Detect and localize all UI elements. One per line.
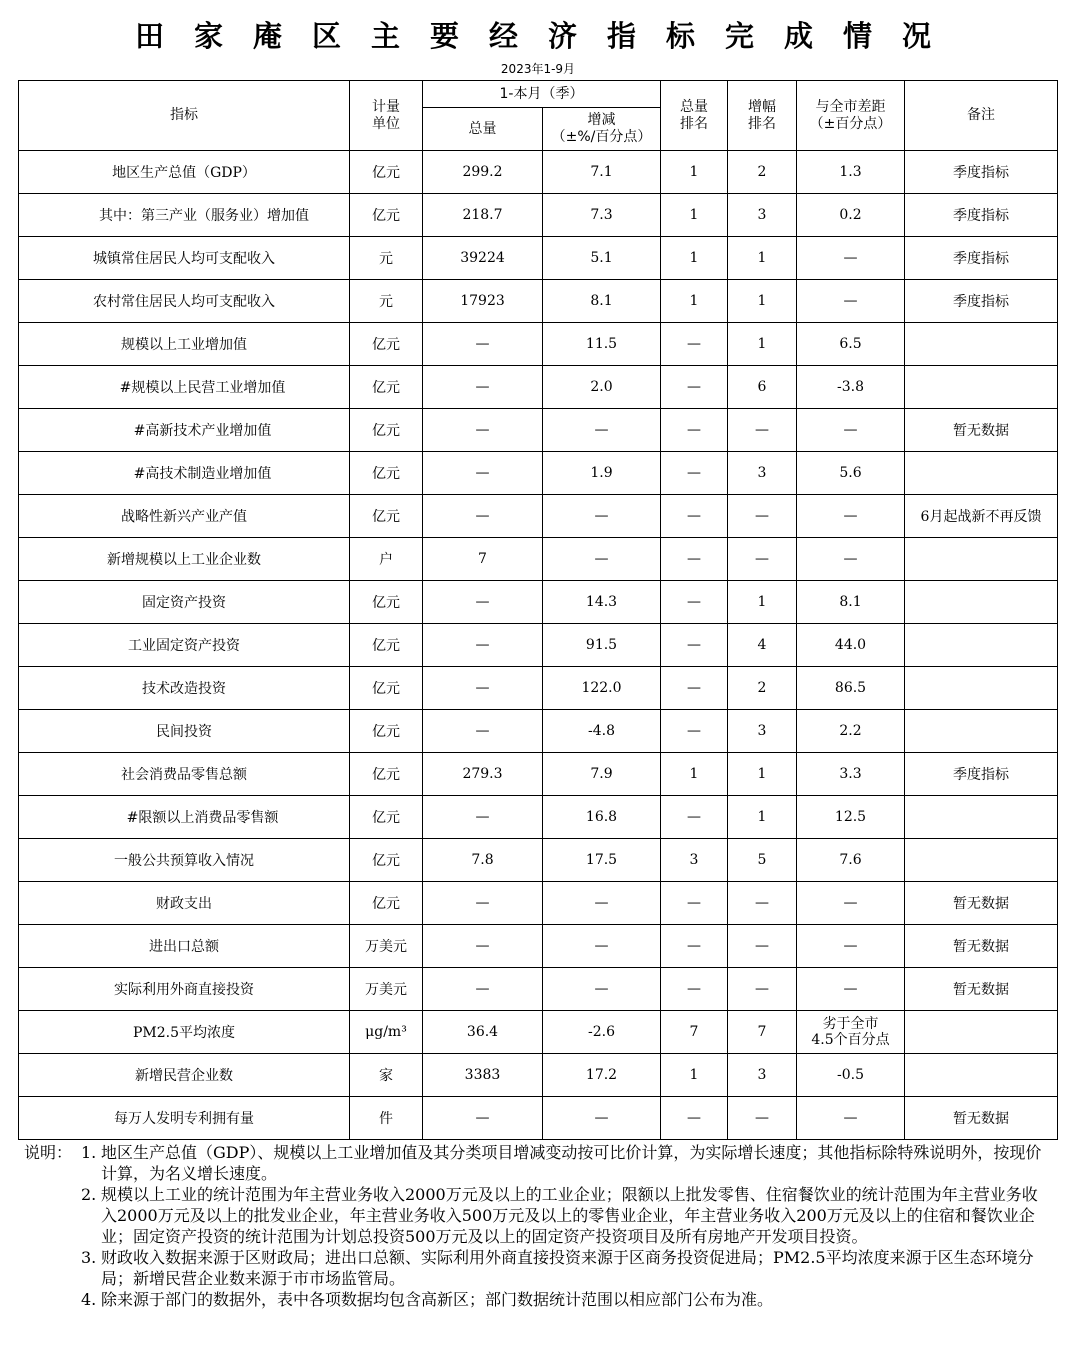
total-cell: — [423,1097,543,1140]
total-cell: — [423,796,543,839]
remark-cell: 季度指标 [905,194,1058,237]
indicator-name-cell: 新增规模以上工业企业数 [19,538,350,581]
gap-cell: 86.5 [797,667,905,710]
gap-cell: 0.2 [797,194,905,237]
indicator-name-cell: 工业固定资产投资 [19,624,350,667]
total-cell: — [423,710,543,753]
indicator-name-cell: 进出口总额 [19,925,350,968]
total-cell: — [423,968,543,1011]
gap-cell: 3.3 [797,753,905,796]
growth-rank-cell: — [728,925,797,968]
total-cell: 218.7 [423,194,543,237]
indicator-name-cell: 地区生产总值（GDP） [19,151,350,194]
total-rank-cell: — [661,710,728,753]
indicator-name-cell: 每万人发明专利拥有量 [19,1097,350,1140]
total-rank-cell: — [661,925,728,968]
remark-cell [905,667,1058,710]
growth-rank-cell: 1 [728,753,797,796]
indicator-name-cell: 规模以上工业增加值 [19,323,350,366]
total-cell: — [423,366,543,409]
gap-cell: — [797,237,905,280]
indicator-name-cell: 一般公共预算收入情况 [19,839,350,882]
unit-cell: 亿元 [350,667,423,710]
gap-cell: — [797,968,905,1011]
change-cell: 122.0 [543,667,661,710]
growth-rank-cell: 1 [728,323,797,366]
remark-cell [905,839,1058,882]
table-row [19,323,1058,366]
remark-cell: 暂无数据 [905,1097,1058,1140]
table-row [19,968,1058,1011]
unit-cell: 万美元 [350,925,423,968]
unit-cell: μg/m³ [350,1011,423,1054]
indicator-name-cell: 实际利用外商直接投资 [19,968,350,1011]
gap-cell: 5.6 [797,452,905,495]
total-rank-cell: 1 [661,753,728,796]
indicator-table [18,80,1058,1140]
unit-cell: 元 [350,280,423,323]
total-cell: — [423,409,543,452]
growth-rank-cell: 6 [728,366,797,409]
growth-rank-cell: 3 [728,710,797,753]
unit-cell: 亿元 [350,495,423,538]
total-cell: 39224 [423,237,543,280]
total-rank-cell: — [661,882,728,925]
remark-cell: 暂无数据 [905,968,1058,1011]
growth-rank-cell: 4 [728,624,797,667]
indicator-name-cell: 社会消费品零售总额 [19,753,350,796]
gap-cell: 44.0 [797,624,905,667]
note-prefix: 说明： [24,1143,73,1162]
notes-section [24,1142,1044,1310]
growth-rank-cell: 1 [728,581,797,624]
growth-rank-cell: 7 [728,1011,797,1054]
remark-cell: 季度指标 [905,280,1058,323]
growth-rank-cell: — [728,882,797,925]
change-cell: — [543,968,661,1011]
note-item [24,1142,1044,1184]
total-cell: — [423,882,543,925]
change-cell: -4.8 [543,710,661,753]
change-cell: — [543,495,661,538]
remark-cell: 季度指标 [905,237,1058,280]
table-row [19,624,1058,667]
total-rank-cell: 1 [661,1054,728,1097]
unit-cell: 亿元 [350,796,423,839]
change-cell: 7.9 [543,753,661,796]
table-row [19,194,1058,237]
gap-cell: 1.3 [797,151,905,194]
change-cell: — [543,538,661,581]
header-total-rank: 总量 排名 [661,81,728,151]
remark-cell [905,1011,1058,1054]
total-rank-cell: — [661,366,728,409]
total-cell: — [423,624,543,667]
note-prefix [24,1184,81,1247]
table-row [19,667,1058,710]
table-row [19,1011,1058,1054]
gap-cell: 6.5 [797,323,905,366]
indicator-name-cell: #高新技术产业增加值 [19,409,350,452]
change-cell: 2.0 [543,366,661,409]
note-text: 规模以上工业的统计范围为年主营业务收入2000万元及以上的工业企业；限额以上批发零售、住宿餐饮业的统计范围为年主营业务收入2000万元及以上的批发业企业，年主营业务收入500万元及以上的零售业企业，年主营业务收入200万元及以上的住宿和餐饮业企业；固定资产投资的统计范围为计划总投资500万元及以上的固定资产投资项目及所有房地产开发项目投资。 [101,1185,1038,1246]
indicator-name-cell: 财政支出 [19,882,350,925]
gap-cell: 劣于全市 4.5个百分点 [797,1011,905,1054]
total-cell: — [423,581,543,624]
total-cell: 279.3 [423,753,543,796]
table-row [19,1054,1058,1097]
growth-rank-cell: — [728,538,797,581]
total-rank-cell: — [661,968,728,1011]
header-total: 总量 [423,108,543,151]
indicator-name-cell: #规模以上民营工业增加值 [19,366,350,409]
header-remark: 备注 [905,81,1058,151]
page-title: 田家庵区主要经济指标完成情况 [134,19,961,53]
note-text: 除来源于部门的数据外，表中各项数据均包含高新区；部门数据统计范围以相应部门公布为准。 [101,1290,774,1309]
growth-rank-cell: — [728,409,797,452]
table-row [19,753,1058,796]
table-row [19,710,1058,753]
total-rank-cell: — [661,581,728,624]
table-row [19,796,1058,839]
remark-cell [905,581,1058,624]
table-row [19,366,1058,409]
header-growth-rank: 增幅 排名 [728,81,797,151]
remark-cell [905,710,1058,753]
header-cumulative: 1-本月（季） [423,81,661,108]
remark-cell: 季度指标 [905,753,1058,796]
remark-cell [905,452,1058,495]
total-cell: — [423,925,543,968]
indicator-name-cell: 技术改造投资 [19,667,350,710]
change-cell: — [543,1097,661,1140]
gap-cell: — [797,538,905,581]
indicator-name-cell: #限额以上消费品零售额 [19,796,350,839]
total-rank-cell: — [661,796,728,839]
table-row [19,452,1058,495]
total-cell: — [423,323,543,366]
indicator-name-cell: 民间投资 [19,710,350,753]
remark-cell [905,624,1058,667]
growth-rank-cell: 3 [728,1054,797,1097]
remark-cell [905,538,1058,581]
table-row [19,839,1058,882]
table-row [19,538,1058,581]
gap-cell: — [797,882,905,925]
total-rank-cell: — [661,667,728,710]
indicator-name-cell: 其中：第三产业（服务业）增加值 [19,194,350,237]
total-rank-cell: — [661,624,728,667]
unit-cell: 亿元 [350,409,423,452]
table-row [19,882,1058,925]
change-cell: 16.8 [543,796,661,839]
gap-cell: 7.6 [797,839,905,882]
total-cell: — [423,667,543,710]
indicator-name-cell: 城镇常住居民人均可支配收入 [19,237,350,280]
unit-cell: 亿元 [350,839,423,882]
table-row [19,237,1058,280]
gap-cell: — [797,280,905,323]
change-cell: 7.1 [543,151,661,194]
table-row [19,151,1058,194]
total-cell: 7 [423,538,543,581]
note-prefix [24,1247,81,1289]
header-gap-city: 与全市差距 （±百分点） [797,81,905,151]
remark-cell: 暂无数据 [905,925,1058,968]
total-cell: 17923 [423,280,543,323]
change-cell: 17.5 [543,839,661,882]
gap-cell: 12.5 [797,796,905,839]
unit-cell: 亿元 [350,624,423,667]
growth-rank-cell: 1 [728,237,797,280]
total-rank-cell: — [661,452,728,495]
total-cell: 7.8 [423,839,543,882]
gap-cell: — [797,409,905,452]
indicator-name-cell: #高技术制造业增加值 [19,452,350,495]
note-text: 财政收入数据来源于区财政局；进出口总额、实际利用外商直接投资来源于区商务投资促进局；PM2.5平均浓度来源于区生态环境分局；新增民营企业数来源于市市场监管局。 [101,1248,1034,1288]
growth-rank-cell: — [728,968,797,1011]
change-cell: -2.6 [543,1011,661,1054]
total-rank-cell: — [661,409,728,452]
unit-cell: 亿元 [350,323,423,366]
table-row [19,925,1058,968]
change-cell: 91.5 [543,624,661,667]
total-rank-cell: 1 [661,194,728,237]
growth-rank-cell: 2 [728,667,797,710]
period-subtitle: 2023年1-9月 [500,62,576,76]
unit-cell: 亿元 [350,366,423,409]
remark-cell [905,1054,1058,1097]
remark-cell [905,366,1058,409]
header-unit: 计量 单位 [350,81,423,151]
table-header [19,81,1058,151]
change-cell: 11.5 [543,323,661,366]
change-cell: 5.1 [543,237,661,280]
unit-cell: 件 [350,1097,423,1140]
change-cell: 14.3 [543,581,661,624]
growth-rank-cell: 3 [728,452,797,495]
unit-cell: 家 [350,1054,423,1097]
table-row [19,409,1058,452]
gap-cell: -0.5 [797,1054,905,1097]
indicator-name-cell: 新增民营企业数 [19,1054,350,1097]
unit-cell: 亿元 [350,194,423,237]
total-cell: — [423,495,543,538]
gap-cell: 8.1 [797,581,905,624]
growth-rank-cell: 3 [728,194,797,237]
total-rank-cell: 1 [661,151,728,194]
note-number: 2. [81,1185,97,1204]
remark-cell [905,796,1058,839]
header-change: 增减 （±%/百分点） [543,108,661,151]
change-cell: — [543,925,661,968]
gap-cell: — [797,495,905,538]
total-rank-cell: 1 [661,280,728,323]
growth-rank-cell: 1 [728,280,797,323]
unit-cell: 亿元 [350,452,423,495]
note-item [24,1247,1044,1289]
remark-cell: 6月起战新不再反馈 [905,495,1058,538]
change-cell: — [543,882,661,925]
unit-cell: 亿元 [350,753,423,796]
total-cell: — [423,452,543,495]
total-rank-cell: 1 [661,237,728,280]
table-body [19,151,1058,1140]
note-text: 地区生产总值（GDP）、规模以上工业增加值及其分类项目增减变动按可比价计算，为实际增长速度；其他指标除特殊说明外，按现价计算，为名义增长速度。 [101,1143,1042,1183]
header-indicator: 指标 [19,81,350,151]
change-cell: 8.1 [543,280,661,323]
remark-cell: 季度指标 [905,151,1058,194]
note-number: 4. [81,1290,97,1309]
total-rank-cell: — [661,1097,728,1140]
table-row [19,581,1058,624]
note-prefix [24,1289,81,1310]
total-rank-cell: — [661,538,728,581]
change-cell: 1.9 [543,452,661,495]
total-cell: 3383 [423,1054,543,1097]
growth-rank-cell: 2 [728,151,797,194]
note-number: 3. [81,1248,97,1267]
unit-cell: 亿元 [350,581,423,624]
unit-cell: 万美元 [350,968,423,1011]
total-rank-cell: 7 [661,1011,728,1054]
table-row [19,280,1058,323]
note-item [24,1289,1044,1310]
note-item [24,1184,1044,1247]
unit-cell: 户 [350,538,423,581]
change-cell: 17.2 [543,1054,661,1097]
unit-cell: 亿元 [350,151,423,194]
unit-cell: 亿元 [350,882,423,925]
growth-rank-cell: 1 [728,796,797,839]
change-cell: — [543,409,661,452]
change-cell: 7.3 [543,194,661,237]
total-cell: 36.4 [423,1011,543,1054]
remark-cell: 暂无数据 [905,882,1058,925]
total-rank-cell: — [661,323,728,366]
indicator-name-cell: 固定资产投资 [19,581,350,624]
unit-cell: 元 [350,237,423,280]
note-number: 1. [81,1143,97,1162]
unit-cell: 亿元 [350,710,423,753]
table-row [19,495,1058,538]
growth-rank-cell: — [728,495,797,538]
total-rank-cell: — [661,495,728,538]
gap-cell: -3.8 [797,366,905,409]
indicator-name-cell: 农村常住居民人均可支配收入 [19,280,350,323]
indicator-name-cell: 战略性新兴产业产值 [19,495,350,538]
table-row [19,1097,1058,1140]
gap-cell: 2.2 [797,710,905,753]
indicator-name-cell: PM2.5平均浓度 [19,1011,350,1054]
total-rank-cell: 3 [661,839,728,882]
growth-rank-cell: 5 [728,839,797,882]
remark-cell [905,323,1058,366]
total-cell: 299.2 [423,151,543,194]
remark-cell: 暂无数据 [905,409,1058,452]
gap-cell: — [797,1097,905,1140]
growth-rank-cell: — [728,1097,797,1140]
gap-cell: — [797,925,905,968]
